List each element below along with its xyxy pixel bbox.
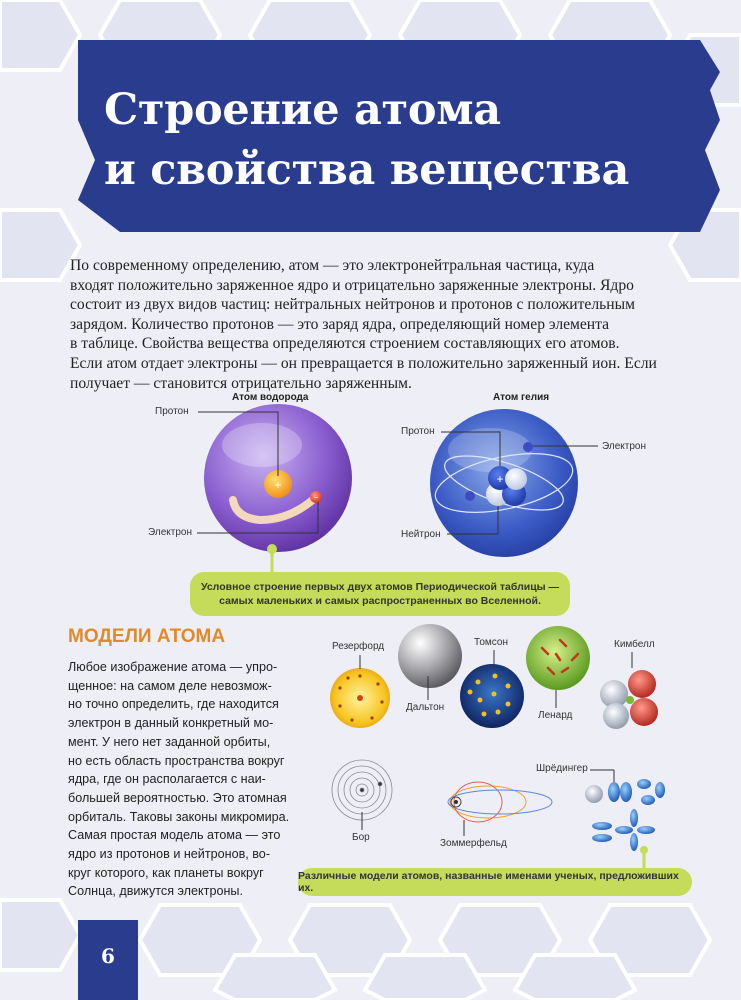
- helium-neutron-label: Нейтрон: [401, 529, 441, 540]
- sommerfeld-model: [448, 782, 552, 836]
- electron-sphere: [523, 442, 533, 452]
- atom-models-illustration: [0, 620, 741, 910]
- helium-heading: Атом гелия: [493, 392, 550, 403]
- atoms-caption: Условное строение первых двух атомов Периодической таблицы — самых маленьких и самых распространенных во Вселенной.: [190, 572, 570, 616]
- intro-line: входят положительно заряженное ядро и отрицательно заряженные электроны. Ядро: [70, 276, 634, 294]
- models-line: круг которого, как планеты вокруг: [68, 865, 264, 880]
- models-line: электрон в данный конкретный мо-: [68, 716, 274, 731]
- schrodinger-label: Шрёдингер: [536, 763, 588, 774]
- models-line: щенное: на самом деле невозмож-: [68, 678, 272, 693]
- intro-line: получает — становится отрицательно заряженным.: [70, 374, 412, 392]
- dalton-model: [398, 624, 462, 700]
- lenard-label: Ленард: [538, 710, 573, 721]
- intro-line: Если атом отдает электроны — он превращается в положительно заряженный ион. Если: [70, 354, 657, 372]
- svg-text:−: −: [313, 493, 319, 502]
- models-line: большей вероятностью. Это атомная: [68, 790, 287, 805]
- thomson-label: Томсон: [474, 637, 508, 648]
- models-line: ядра, где он располагается с наи-: [68, 772, 266, 787]
- helium-atom: [430, 409, 598, 557]
- hydrogen-electron-label: Электрон: [148, 527, 192, 538]
- kimball-label: Кимбелл: [614, 639, 655, 650]
- bohr-label: Бор: [352, 832, 370, 843]
- models-line: но точно определить, где находится: [68, 697, 279, 712]
- title-line-2: и свойства вещества: [104, 145, 630, 195]
- models-caption: Различные модели атомов, названные именами ученых, предложивших их.: [298, 868, 692, 896]
- dalton-label: Дальтон: [406, 702, 445, 713]
- models-heading: МОДЕЛИ АТОМА: [68, 626, 226, 647]
- intro-line: зарядом. Количество протонов — это заряд ядра, определяющий номер элемента: [70, 315, 610, 333]
- models-line: но есть область пространства вокруг: [68, 753, 285, 768]
- hydrogen-heading: Атом водорода: [232, 392, 309, 403]
- helium-electron-label: Электрон: [602, 441, 646, 452]
- svg-text:+: +: [496, 472, 504, 486]
- hydrogen-proton-label: Протон: [155, 406, 189, 417]
- models-line: мент. У него нет заданной орбиты,: [68, 734, 271, 749]
- models-line: ядро из протонов и нейтронов, во-: [68, 847, 271, 862]
- intro-line: По современному определению, атом — это электронейтральная частица, куда: [70, 257, 595, 274]
- models-line: Солнца, движутся электроны.: [68, 884, 243, 899]
- intro-paragraph: [70, 256, 690, 393]
- models-line: Самая простая модель атома — это: [68, 828, 281, 843]
- page-number: 6: [101, 944, 115, 968]
- helium-proton-label: Протон: [401, 426, 435, 437]
- lenard-model: [526, 626, 590, 708]
- kimball-model: [600, 652, 658, 729]
- page-title: [104, 80, 724, 200]
- rutherford-model: [330, 655, 390, 728]
- svg-text:+: +: [274, 478, 282, 492]
- models-line: орбиталь. Таковы законы микромира.: [68, 809, 290, 824]
- models-line: Любое изображение атома — упро-: [68, 660, 278, 674]
- title-line-1: Строение атома: [104, 85, 501, 135]
- thomson-model: [460, 650, 524, 728]
- intro-line: состоит из двух видов частиц: нейтральных нейтронов и протонов с положительным: [70, 296, 635, 314]
- sommerfeld-label: Зоммерфельд: [440, 838, 507, 849]
- intro-line: в таблице. Свойства вещества определяются строением составляющих его атомов.: [70, 335, 620, 353]
- hydrogen-atom: [197, 404, 352, 572]
- rutherford-label: Резерфорд: [332, 641, 385, 652]
- bohr-model: [332, 760, 392, 830]
- schrodinger-model: [585, 770, 665, 868]
